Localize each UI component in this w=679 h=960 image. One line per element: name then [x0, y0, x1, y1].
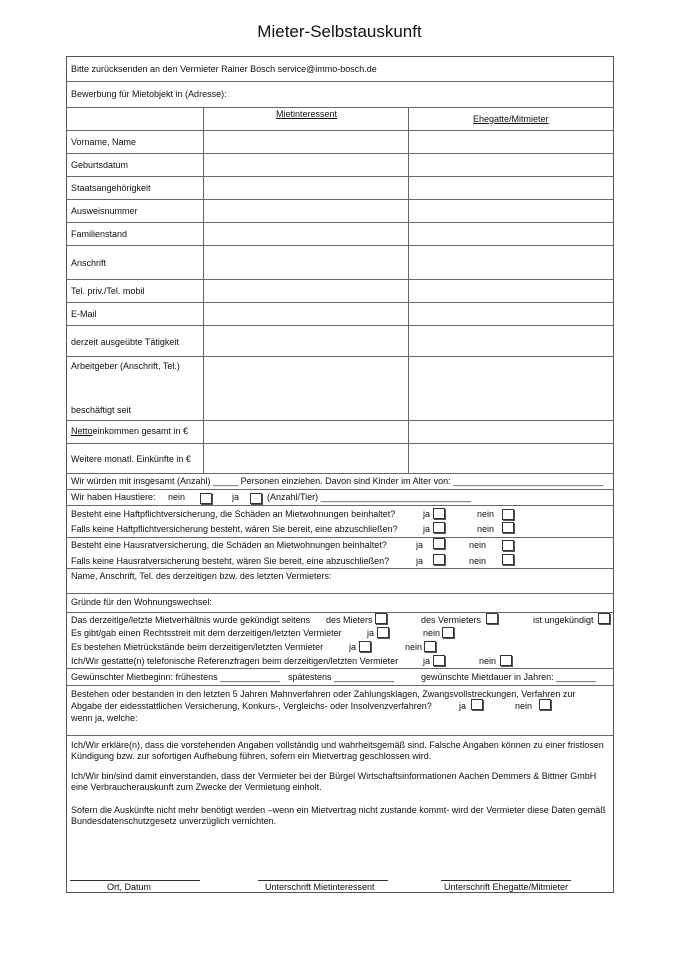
declaration-paragraph: Sofern die Auskünfte nicht mehr benötigt werden –wenn ein Mietvertrag nicht zustande kommt- wird der Vermieter diese Daten gemäß Bundesdatenschutzgesetz unverzüglich vernichten. [71, 805, 606, 826]
column-header-spouse: Ehegatte/Mitmieter [473, 114, 549, 124]
declaration-paragraph: Ich/Wir erkläre(n), dass die vorstehenden Angaben vollständig und wahrheitsgemäß sind. Falsche Angaben können zu einer fristlosen Kündigung bzw. zur sofortigen Aufhebung führen, sofern ein Mietvertrag geschlossen wird. [71, 740, 604, 761]
termination-tenant-label: des Mieters [326, 615, 373, 625]
lawsuit-label: Es gibt/gab einen Rechtsstreit mit dem derzeitigen/letzten Vermieter [71, 628, 342, 638]
question-household: Besteht eine Hausratversicherung, die Schäden an Mietwohnungen beinhaltet? [71, 540, 387, 550]
field-label: E-Mail [71, 309, 97, 319]
liability-willing-yes-checkbox[interactable] [433, 522, 445, 533]
page-title: Mieter-Selbstauskunft [257, 22, 422, 41]
lawsuit-no-checkbox[interactable] [442, 627, 454, 638]
references-yes-checkbox[interactable] [433, 655, 445, 666]
field-label: Ausweisnummer [71, 206, 138, 216]
yes-label: ja [459, 701, 467, 711]
divider [66, 199, 614, 200]
pets-no-label: nein [168, 492, 186, 502]
household-willing-yes-checkbox[interactable] [433, 554, 445, 565]
pets-yes-label: ja [232, 492, 240, 502]
field-label: Weitere monatl. Einkünfte in € [71, 454, 191, 464]
form-frame [66, 56, 614, 893]
yes-label: ja [416, 540, 424, 550]
termination-tenant-checkbox[interactable] [375, 613, 387, 624]
household-no-checkbox[interactable] [502, 540, 514, 551]
column-divider [408, 107, 409, 473]
yes-label: ja [367, 628, 375, 638]
signature-spouse: Unterschrift Ehegatte/Mitmieter [444, 882, 569, 892]
divider [66, 612, 614, 613]
pets-detail: (Anzahl/Tier) ______________________________ [267, 492, 471, 502]
divider [66, 245, 614, 246]
reasons-label: Gründe für den Wohnungswechsel: [71, 597, 212, 607]
arrears-label: Es bestehen Mietrückstände beim derzeitigen/letzten Vermieter [71, 642, 324, 652]
divider [66, 222, 614, 223]
divider [66, 593, 614, 594]
no-label: nein [477, 509, 495, 519]
yes-label: ja [416, 556, 424, 566]
label-part: Netto [71, 426, 93, 436]
field-label: Arbeitgeber (Anschrift, Tel.) [71, 361, 180, 371]
proceedings-line3: wenn ja, welche: [71, 713, 138, 723]
lawsuit-yes-checkbox[interactable] [377, 627, 389, 638]
divider [66, 537, 614, 538]
landlord-label: Name, Anschrift, Tel. des derzeitigen bzw. des letzten Vermieters: [71, 571, 332, 581]
divider [66, 153, 614, 154]
no-label: nein [479, 656, 497, 666]
signature-line [441, 880, 571, 881]
signature-line [70, 880, 200, 881]
signature-place-date: Ort, Datum [107, 882, 152, 892]
signature-applicant: Unterschrift Mietinteressent [265, 882, 375, 892]
liability-no-checkbox[interactable] [502, 509, 514, 520]
divider [66, 107, 614, 108]
application-address-label: Bewerbung für Mietobjekt in (Adresse): [71, 89, 227, 99]
pets-no-checkbox[interactable] [200, 493, 212, 504]
field-label: Vorname, Name [71, 137, 137, 147]
divider [66, 279, 614, 280]
persons-line: Wir würden mit insgesamt (Anzahl) _____ Personen einziehen. Davon sind Kinder im Alter von: ______________________________ [71, 476, 604, 486]
proceedings-line1: Bestehen oder bestanden in den letzten 5 Jahren Mahnverfahren oder Zahlungsklagen, Zwangsvollstreckungen, Verfahren zur [71, 689, 576, 699]
arrears-no-checkbox[interactable] [424, 641, 436, 652]
signature-line [258, 880, 388, 881]
proceedings-yes-checkbox[interactable] [471, 699, 483, 710]
yes-label: ja [423, 509, 431, 519]
divider [66, 356, 614, 357]
household-willing-no-checkbox[interactable] [502, 554, 514, 565]
liability-yes-checkbox[interactable] [433, 508, 445, 519]
label-part: einkommen gesamt in € [92, 426, 189, 436]
pets-yes-checkbox[interactable] [250, 493, 262, 504]
no-label: nein [405, 642, 423, 652]
termination-landlord-checkbox[interactable] [486, 613, 498, 624]
divider [66, 325, 614, 326]
divider [66, 568, 614, 569]
divider [66, 420, 614, 421]
yes-label: ja [423, 524, 431, 534]
no-label: nein [423, 628, 441, 638]
no-label: nein [477, 524, 495, 534]
field-label: Tel. priv./Tel. mobil [71, 286, 145, 296]
household-yes-checkbox[interactable] [433, 538, 445, 549]
field-label: Familienstand [71, 229, 128, 239]
question-liability: Besteht eine Haftpflichtversicherung, die Schäden an Mietwohnungen beinhaltet? [71, 509, 396, 519]
termination-label: Das derzeitige/letzte Mietverhältnis wurde gekündigt seitens [71, 615, 311, 625]
divider [66, 302, 614, 303]
divider [66, 505, 614, 506]
no-label: nein [515, 701, 533, 711]
proceedings-line2: Abgabe der eidesstattlichen Versicherung, Konkurs-, Vergleichs- oder Insolvenzverfahren? [71, 701, 432, 711]
no-label: nein [469, 540, 487, 550]
divider [66, 685, 614, 686]
field-label: Staatsangehörigkeit [71, 183, 151, 193]
references-no-checkbox[interactable] [500, 655, 512, 666]
divider [66, 130, 614, 131]
liability-willing-no-checkbox[interactable] [502, 522, 514, 533]
question-liability-willing: Falls keine Haftpflichtversicherung besteht, wären Sie bereit, eine abzuschließen? [71, 524, 398, 534]
divider [66, 443, 614, 444]
termination-landlord-label: des Vermieters [421, 615, 482, 625]
field-label: Geburtsdatum [71, 160, 129, 170]
termination-none-checkbox[interactable] [598, 613, 610, 624]
divider [66, 81, 614, 82]
question-household-willing: Falls keine Hausratversicherung besteht, wären Sie bereit, eine abzuschließen? [71, 556, 390, 566]
termination-none-label: ist ungekündigt [533, 615, 594, 625]
start-latest: spätestens ____________ [288, 672, 395, 682]
references-label: Ich/Wir gestatte(n) telefonische Referenzfragen beim derzeitigen/letzten Vermieter [71, 656, 399, 666]
column-divider [203, 107, 204, 473]
duration: gewünschte Mietdauer in Jahren: ________ [421, 672, 597, 682]
yes-label: ja [349, 642, 357, 652]
proceedings-no-checkbox[interactable] [539, 699, 551, 710]
field-label: Anschrift [71, 258, 107, 268]
divider [66, 735, 614, 736]
return-note: Bitte zurücksenden an den Vermieter Rainer Bosch service@immo-bosch.de [71, 64, 377, 74]
column-header-applicant: Mietinteressent [276, 109, 338, 119]
divider [66, 668, 614, 669]
divider [66, 489, 614, 490]
divider [66, 176, 614, 177]
declaration-paragraph: Ich/Wir bin/sind damit einverstanden, dass der Vermieter bei der Bürgel Wirtschaftsinformationen Aachen Demmers & Bittner GmbH eine Verbraucherauskunft zum Zwecke der Vermietung einholt. [71, 771, 597, 792]
yes-label: ja [423, 656, 431, 666]
field-label: derzeit ausgeübte Tätigkeit [71, 337, 179, 347]
divider [66, 473, 614, 474]
arrears-yes-checkbox[interactable] [359, 641, 371, 652]
pets-label: Wir haben Haustiere: [71, 492, 156, 502]
field-label: beschäftigt seit [71, 405, 132, 415]
field-label [71, 426, 188, 437]
no-label: nein [469, 556, 487, 566]
start-earliest: Gewünschter Mietbeginn: frühestens ____________ [71, 672, 281, 682]
